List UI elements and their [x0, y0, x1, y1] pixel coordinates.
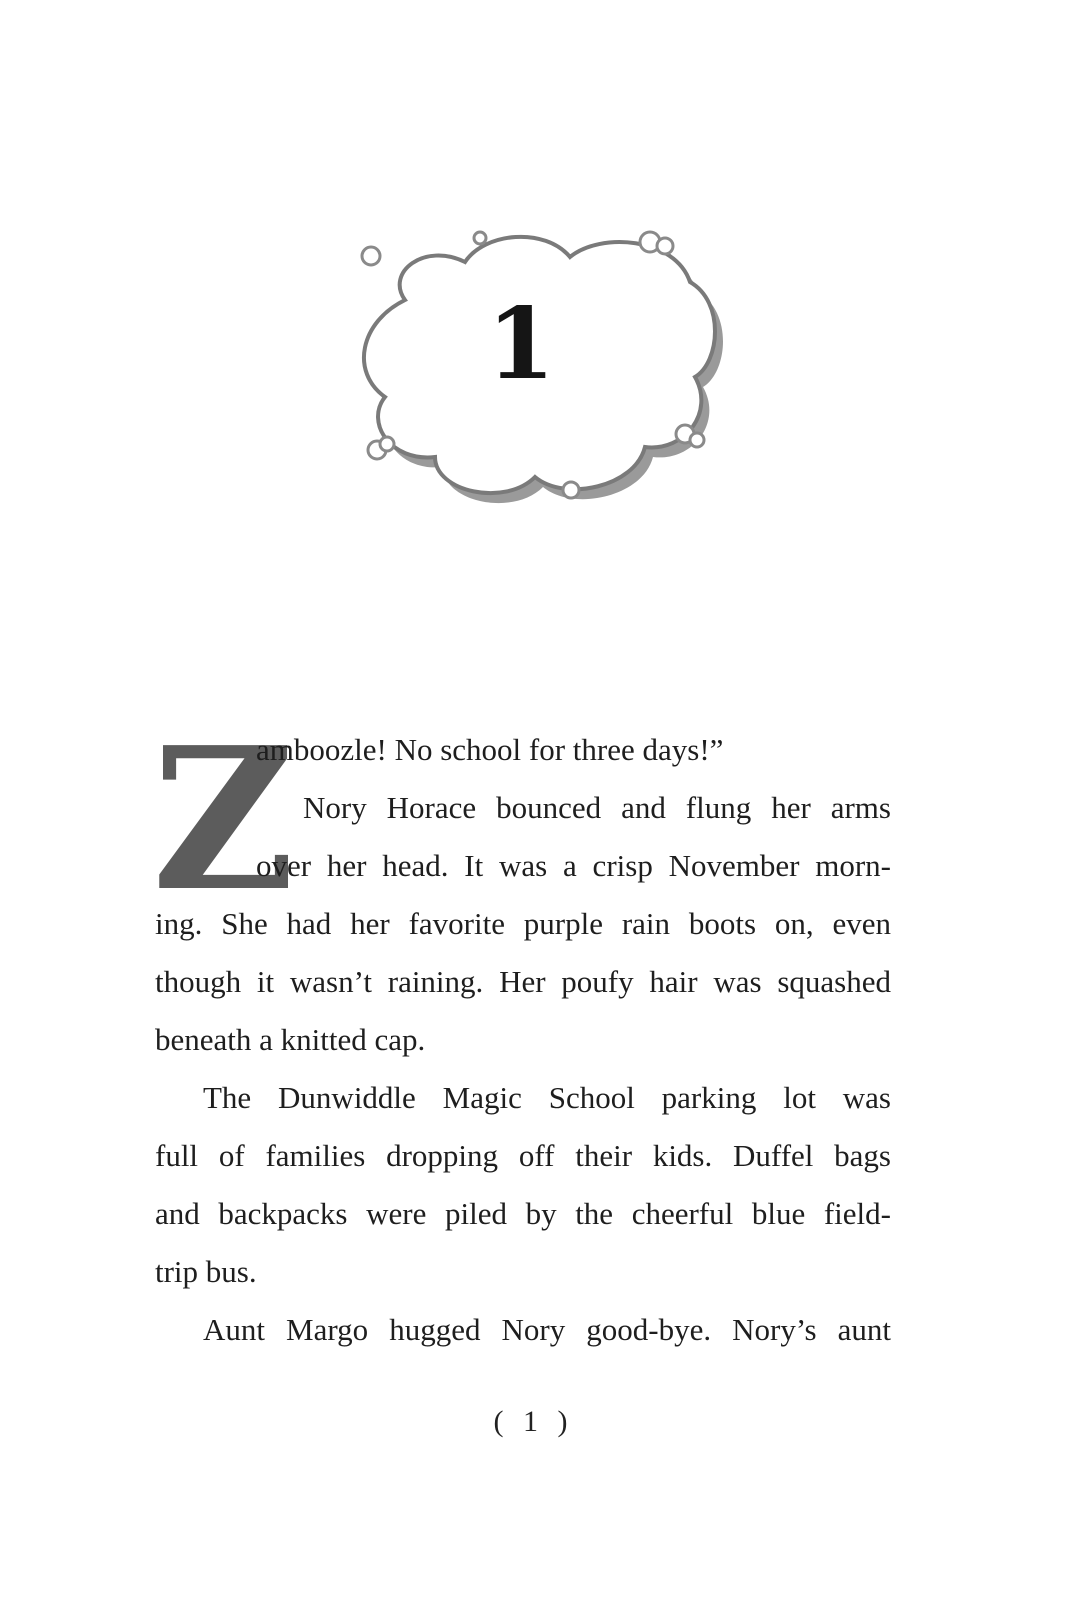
text-line: and backpacks were piled by the cheerful blue field-	[155, 1196, 891, 1231]
chapter-cloud	[345, 222, 725, 522]
text-line: beneath a knitted cap.	[155, 1022, 426, 1057]
text-line: Nory Horace bounced and flung her arms	[303, 790, 891, 825]
text-line: trip bus.	[155, 1254, 257, 1289]
page-number: ( 1 )	[493, 1405, 574, 1438]
text-line: The Dunwiddle Magic School parking lot was	[203, 1080, 891, 1115]
text-line: ing. She had her favorite purple rain boots on, even	[155, 906, 891, 941]
chapter-number: 1	[486, 287, 556, 402]
text-line: Aunt Margo hugged Nory good-bye. Nory’s aunt	[203, 1312, 891, 1347]
text-line: over her head. It was a crisp November morn-	[256, 848, 891, 883]
text-line: though it wasn’t raining. Her poufy hair was squashed	[155, 964, 891, 999]
text-line: full of families dropping off their kids. Duffel bags	[155, 1138, 891, 1173]
text-line: amboozle! No school for three days!”	[256, 732, 724, 767]
drop-cap: Z	[152, 705, 296, 935]
